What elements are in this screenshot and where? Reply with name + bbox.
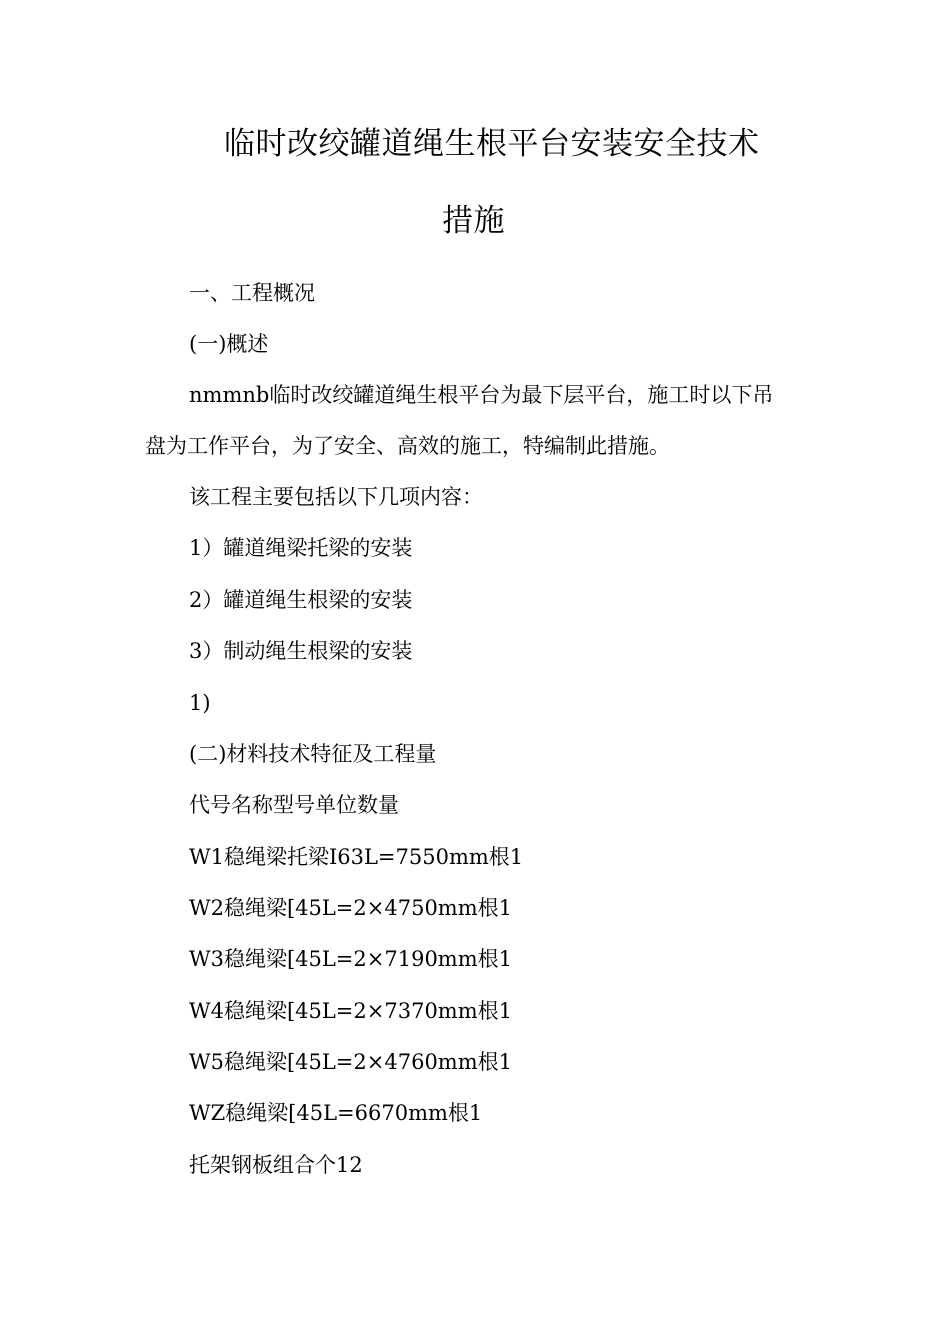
section-heading-project-overview: 一、工程概况 [189,281,315,305]
list-item: 3）制动绳生根梁的安装 [189,639,413,663]
subsection-heading-materials: (二)材料技术特征及工程量 [189,742,437,766]
materials-table-row: W5稳绳梁[45L=2×4760mm根1 [189,1050,512,1074]
materials-table-row: 托架钢板组合个12 [189,1153,363,1177]
list-item: 1）罐道绳梁托梁的安装 [189,536,413,560]
materials-table-row: W4稳绳梁[45L=2×7370mm根1 [189,999,512,1023]
document-title-line-1: 临时改绞罐道绳生根平台安装安全技术 [224,126,760,162]
list-item: 1) [189,691,211,715]
paragraph-overview-line-2: 盘为工作平台，为了安全、高效的施工，特编制此措施。 [145,434,670,458]
materials-table-row: W3稳绳梁[45L=2×7190mm根1 [189,947,512,971]
materials-table-row: W2稳绳梁[45L=2×4750mm根1 [189,896,512,920]
materials-table-row: W1稳绳梁托梁I63L=7550mm根1 [189,845,524,869]
paragraph-scope-intro: 该工程主要包括以下几项内容： [189,485,483,509]
subsection-heading-overview: (一)概述 [189,332,269,356]
materials-table-header: 代号名称型号单位数量 [189,793,399,817]
materials-table-row: WZ稳绳梁[45L=6670mm根1 [189,1101,483,1125]
document-title-line-2: 措施 [442,203,505,239]
list-item: 2）罐道绳生根梁的安装 [189,588,413,612]
paragraph-overview-line-1: nmmnb临时改绞罐道绳生根平台为最下层平台，施工时以下吊 [189,383,774,407]
